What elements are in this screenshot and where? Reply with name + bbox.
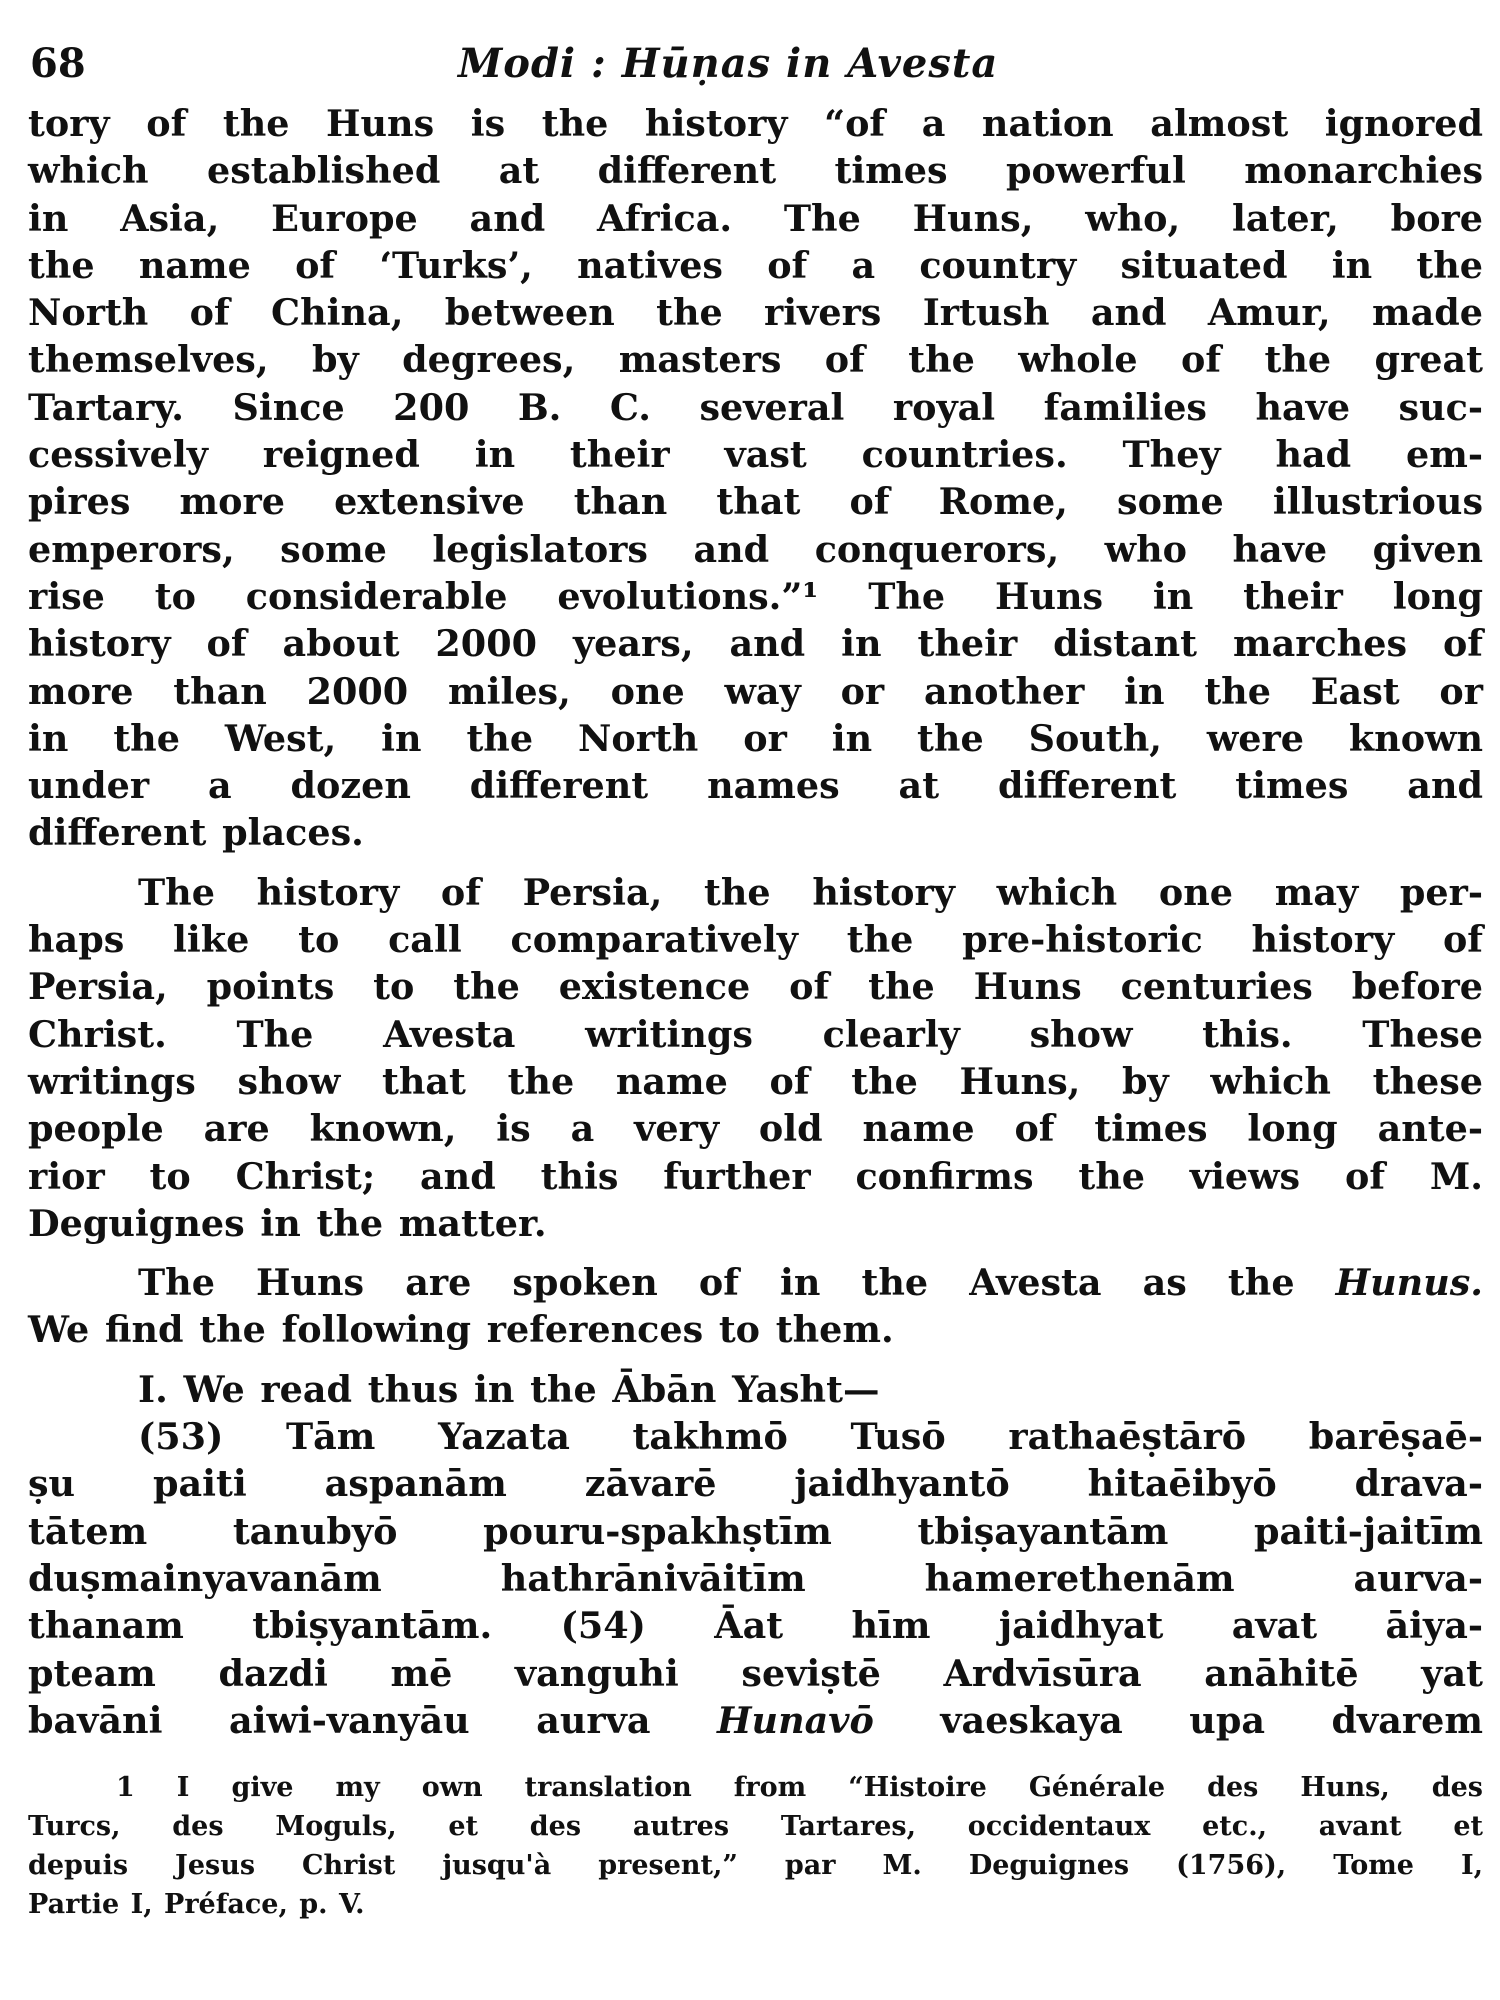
text-line: haps like to call comparatively the pre-historic history of: [28, 918, 1483, 962]
text-span: bavāni aiwi-vanyāu aurva: [28, 1698, 651, 1742]
text-line: cessively reigned in their vast countries. They had em-: [28, 433, 1483, 477]
paragraph: [28, 869, 1483, 1247]
text-line: themselves, by degrees, masters of the whole of the great: [28, 338, 1483, 382]
footnote-line: depuis Jesus Christ jusqu'à present,” par M. Deguignes (1756), Tome I,: [28, 1850, 1483, 1882]
text-line: tātem tanubyō pouru-spakhṣtīm tbiṣayantām paiti-jaitīm: [28, 1509, 1483, 1553]
text-line: tory of the Huns is the history “of a nation almost ignored: [28, 102, 1483, 145]
avesta-passage: [28, 1413, 1483, 1744]
text-line: ṣu paiti aspanām zāvarē jaidhyantō hitaēibyō drava-: [28, 1462, 1483, 1506]
text-line: thanam tbiṣyantām. (54) Āat hīm jaidhyat avat āiya-: [28, 1604, 1483, 1648]
text-line: (53) Tām Yazata takhmō Tusō rathaēṣtārō barēṣaē-: [138, 1415, 1483, 1459]
text-line: pteam dazdi mē vanguhi seviṣtē Ardvīsūra anāhitē yat: [28, 1651, 1483, 1695]
running-title: Modi : Hūṇas in Avesta: [458, 40, 999, 87]
text-line: Christ. The Avesta writings clearly show this. These: [28, 1012, 1483, 1056]
text-line: under a dozen different names at different times and: [28, 764, 1483, 808]
text-line: [28, 1259, 1483, 1306]
text-line: pires more extensive than that of Rome, some illustrious: [28, 480, 1483, 524]
text-span: vaeskaya upa dvarem: [940, 1698, 1483, 1742]
text-line: emperors, some legislators and conquerors, who have given: [28, 527, 1483, 571]
paragraph-gap: [28, 1247, 1483, 1259]
text-line: rior to Christ; and this further confirms the views of M.: [28, 1154, 1483, 1198]
footnote-line: Partie I, Préface, p. V.: [28, 1889, 365, 1921]
text-line: people are known, is a very old name of times long ante-: [28, 1107, 1483, 1151]
text-line: the name of ‘Turks’, natives of a country situated in the: [28, 243, 1483, 287]
footnote-line: Turcs, des Moguls, et des autres Tartares, occidentaux etc., avant et: [28, 1811, 1483, 1843]
text-line: Persia, points to the existence of the Huns centuries before: [28, 965, 1483, 1009]
italic-term: Hunavō: [717, 1698, 874, 1742]
section-heading: I. We read thus in the Ābān Yasht—: [138, 1367, 880, 1411]
paragraph-gap: [28, 857, 1483, 869]
text-line: We find the following references to them.: [28, 1308, 894, 1352]
text-line: Deguignes in the matter.: [28, 1201, 547, 1245]
body-text: [28, 100, 1483, 1744]
text-line: history of about 2000 years, and in their distant marches of: [28, 622, 1483, 666]
text-line: which established at different times powerful monarchies: [28, 149, 1483, 193]
paragraph-gap: [28, 1354, 1483, 1366]
footnote: [28, 1768, 1483, 1924]
document-page: [28, 40, 1483, 1924]
text-line: in Asia, Europe and Africa. The Huns, who, later, bore: [28, 196, 1483, 240]
text-line: rise to considerable evolutions.”¹ The Huns in their long: [28, 574, 1483, 618]
text-line: Tartary. Since 200 B. C. several royal families have suc-: [28, 385, 1483, 429]
paragraph: [28, 1366, 1483, 1413]
page-number: 68: [30, 40, 86, 87]
paragraph: [28, 100, 1483, 857]
text-line: different places.: [28, 811, 364, 855]
text-span: The Huns are spoken of in the Avesta as the: [138, 1261, 1295, 1305]
text-line: [28, 1697, 1483, 1744]
italic-term: Hunus.: [1335, 1261, 1483, 1305]
text-line: in the West, in the North or in the South, were known: [28, 716, 1483, 760]
text-line: writings show that the name of the Huns, by which these: [28, 1059, 1483, 1103]
page-header: [28, 40, 1483, 100]
footnote-line: 1 I give my own translation from “Histoire Générale des Huns, des: [116, 1772, 1483, 1804]
paragraph: [28, 1259, 1483, 1354]
text-line: more than 2000 miles, one way or another in the East or: [28, 669, 1483, 713]
text-line: North of China, between the rivers Irtush and Amur, made: [28, 291, 1483, 335]
text-line: The history of Persia, the history which one may per-: [138, 870, 1483, 914]
text-line: duṣmainyavanām hathrānivāitīm hamerethenām aurva-: [28, 1556, 1483, 1600]
